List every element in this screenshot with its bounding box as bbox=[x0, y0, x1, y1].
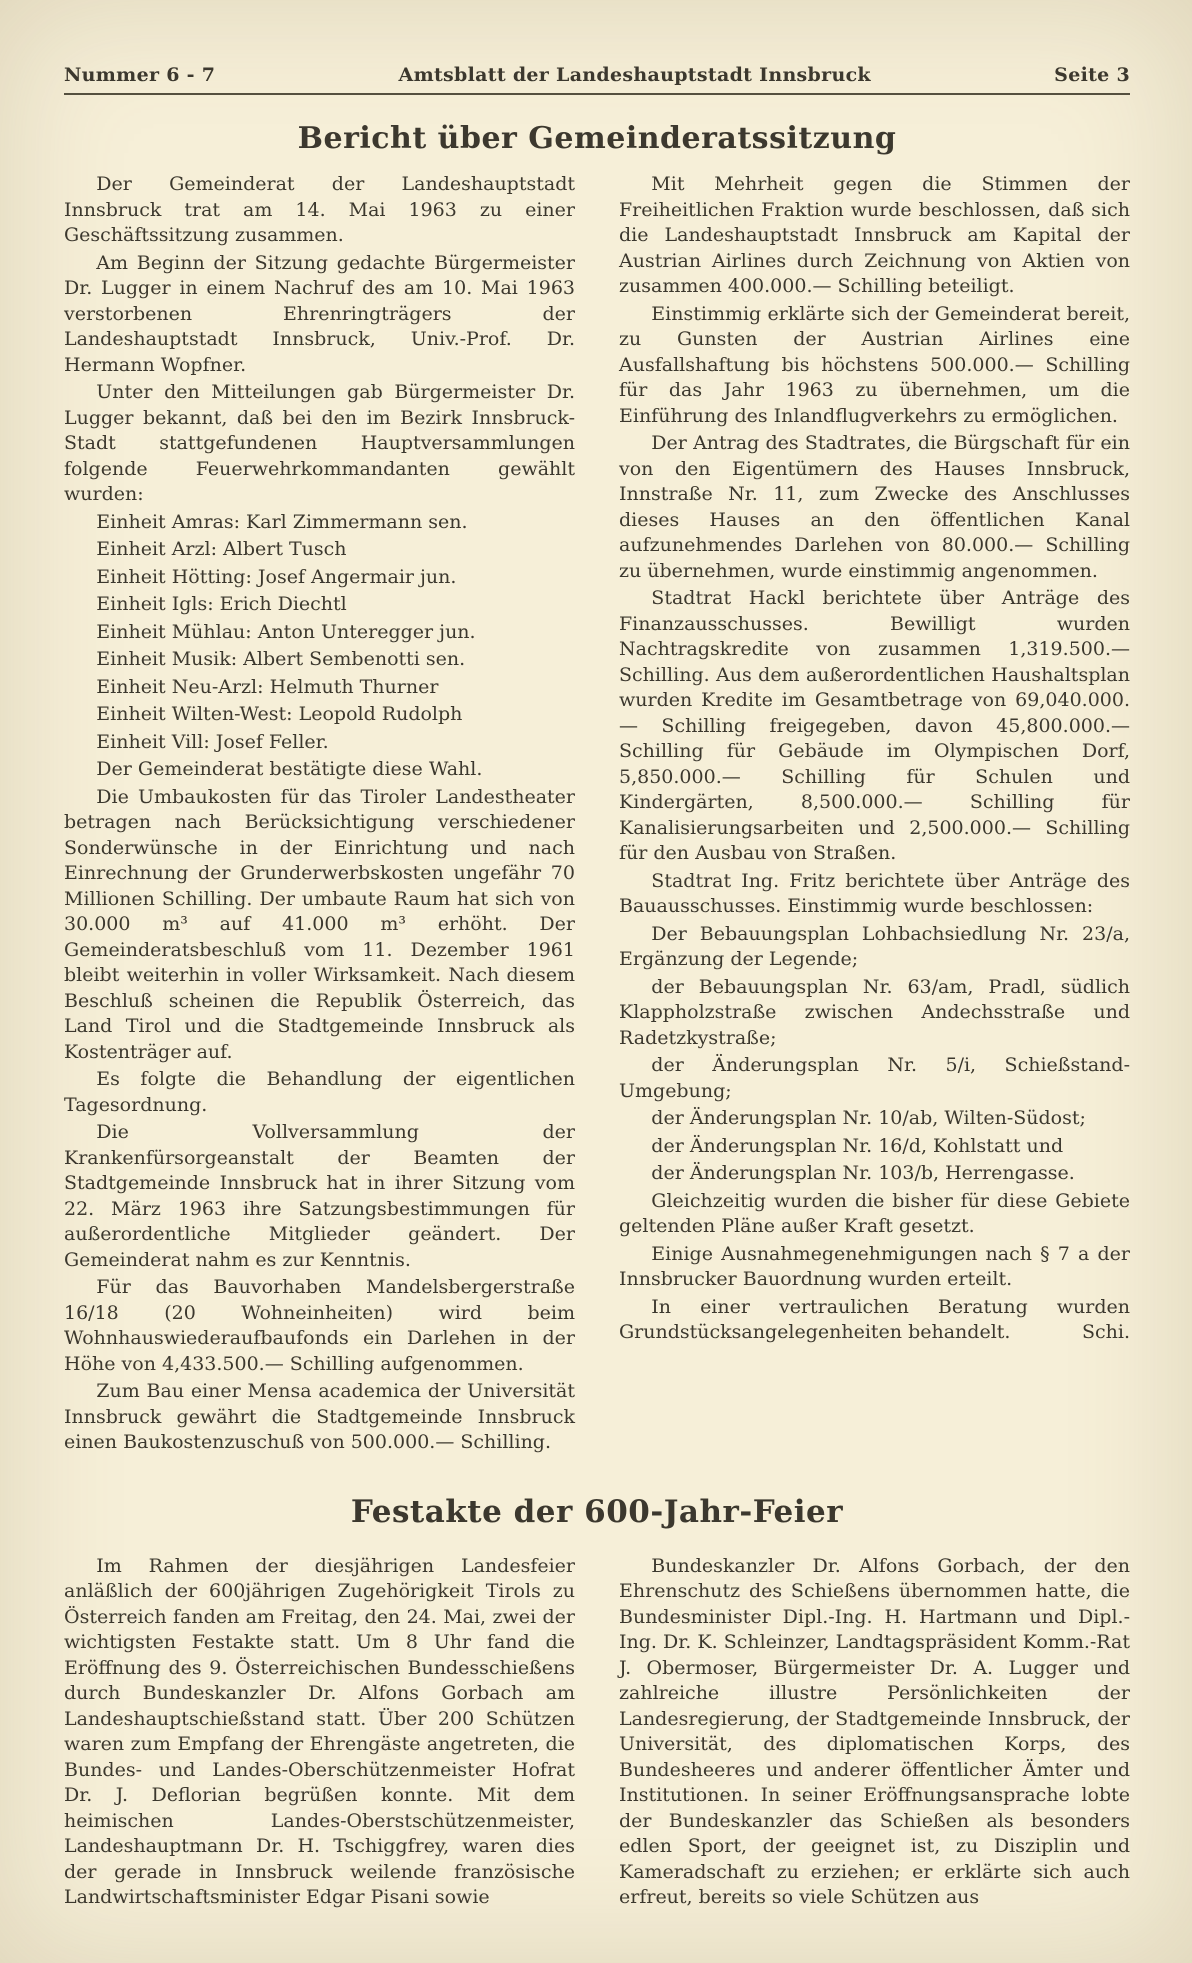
paragraph: Es folgte die Behandlung der eigentlichen Tagesordnung. bbox=[64, 1068, 575, 1116]
paragraph: Die Umbaukosten für das Tiroler Landestheater betragen nach Berücksichtigung verschiedener Sonderwünsche in der Einrichtung und nach Einrechnung der Grunderwerbskosten ungefähr 70 Millionen Schilling. Der umbaute Raum hat sich von 30.000 m³ auf 41.000 m³ erhöht. Der Gemeinderatsbeschluß vom 11. Dezember 1961 bleibt weiterhin in voller Wirksamkeit. Nach diesem Beschluß scheinen die Republik Österreich, das Land Tirol und die Stadtgemeinde Innsbruck als Kostenträger auf. bbox=[64, 785, 575, 1063]
paragraph: Einheit Neu-Arzl: Helmuth Thurner bbox=[96, 675, 439, 698]
paragraph: Stadtrat Ing. Fritz berichtete über Anträge des Bauausschusses. Einstimmig wurde beschlossen: bbox=[619, 869, 1130, 917]
paragraph: Einheit Musik: Albert Sembenotti sen. bbox=[96, 648, 466, 670]
council-report-right-column bbox=[619, 172, 1130, 1458]
paragraph: Der Bebauungsplan Lohbachsiedlung Nr. 23/a, Ergänzung der Legende; bbox=[619, 922, 1130, 970]
paragraph: Einheit Hötting: Josef Angermair jun. bbox=[96, 565, 457, 588]
paragraph: der Änderungsplan Nr. 16/d, Kohlstatt und bbox=[651, 1134, 1064, 1157]
council-report-body bbox=[64, 172, 1130, 1458]
paragraph: Einheit Igls: Erich Diechtl bbox=[96, 593, 347, 615]
festival-report-right-column bbox=[619, 1554, 1130, 1913]
paragraph: Gleichzeitig wurden die bisher für diese Gebiete geltenden Pläne außer Kraft gesetzt. bbox=[619, 1189, 1130, 1237]
paragraph: Zum Bau einer Mensa academica der Universität Innsbruck gewährt die Stadtgemeinde Innsbruck einen Baukostenzuschuß von 500.000.— Schilling. bbox=[64, 1380, 575, 1453]
closing-paragraph bbox=[619, 1295, 1130, 1346]
author-signature: Schi. bbox=[1081, 1321, 1130, 1343]
paragraph: Einheit Arzl: Albert Tusch bbox=[96, 538, 347, 560]
paragraph: Der Gemeinderat bestätigte diese Wahl. bbox=[96, 758, 483, 780]
festival-report-title: Festakte der 600-Jahr-Feier bbox=[350, 1493, 844, 1530]
paragraph: Der Antrag des Stadtrates, die Bürgschaft für ein von den Eigentümern des Hauses Innsbruck, Innstraße Nr. 11, zum Zwecke des Anschlusses dieses Hauses an den öffentlichen Kanal aufzunehmendes Darlehen von 80.000.— Schilling zu übernehmen, wurde einstimmig angenommen. bbox=[619, 432, 1130, 582]
paragraph: Bundeskanzler Dr. Alfons Gorbach, der den Ehrenschutz des Schießens übernommen hatte, die Bundesminister Dipl.-Ing. H. Hartmann und Dipl.-Ing. Dr. K. Schleinzer, Landtagspräsident Komm.-Rat J. Obermoser, Bürgermeister Dr. A. Lugger und zahlreiche illustre Persönlichkeiten der Landesregierung, der Stadtgemeinde Innsbruck, der Universität, des diplomatischen Korps, des Bundesheeres und anderer öffentlicher Ämter und Institutionen. In seiner Eröffnungsansprache lobte der Bundeskanzler das Schießen als besonders edlen Sport, der geeignet ist, zu Disziplin und Kameradschaft zu erziehen; er erklärte sich auch erfreut, bereits so viele Schützen aus bbox=[619, 1554, 1130, 1908]
festival-report-left-column bbox=[64, 1554, 575, 1913]
paragraph: Einige Ausnahmegenehmigungen nach § 7 a der Innsbrucker Bauordnung wurden erteilt. bbox=[619, 1242, 1130, 1290]
paragraph: Der Gemeinderat der Landeshauptstadt Innsbruck trat am 14. Mai 1963 zu einer Geschäftssitzung zusammen. bbox=[64, 173, 575, 246]
paragraph: Einheit Wilten-West: Leopold Rudolph bbox=[96, 703, 463, 725]
paragraph: Die Vollversammlung der Krankenfürsorgeanstalt der Beamten der Stadtgemeinde Innsbruck hat in ihrer Sitzung vom 22. März 1963 ihre Satzungsbestimmungen für außerordentliche Mitglieder geändert. Der Gemeinderat nahm es zur Kenntnis. bbox=[64, 1121, 575, 1271]
closing-text: In einer vertraulichen Beratung wurden Grundstücksangelegenheiten behandelt. bbox=[619, 1295, 1130, 1343]
council-report-left-column bbox=[64, 172, 575, 1458]
council-report-right-paragraphs bbox=[619, 172, 1130, 1293]
paragraph: Für das Bauvorhaben Mandelsbergerstraße 16/18 (20 Wohneinheiten) wird beim Wohnhauswiederaufbaufonds ein Darlehen in der Höhe von 4,433.500.— Schilling aufgenommen. bbox=[64, 1276, 575, 1375]
paragraph: Stadtrat Hackl berichtete über Anträge des Finanzausschusses. Bewilligt wurden Nachtragskredite von zusammen 1,319.500.— Schilling. Aus dem außerordentlichen Haushaltsplan wurden Kredite im Gesamtbetrage von 69,040.000.— Schilling freigegeben, davon 45,800.000.— Schilling für Gebäude im Olympischen Dorf, 5,850.000.— Schilling für Schulen und Kindergärten, 8,500.000.— Schilling für Kanalisierungsarbeiten und 2,500.000.— Schilling für den Ausbau von Straßen. bbox=[619, 587, 1130, 864]
issue-number: Nummer 6 - 7 bbox=[64, 64, 216, 86]
paragraph: der Änderungsplan Nr. 10/ab, Wilten-Südost; bbox=[651, 1107, 1086, 1129]
paragraph: Einheit Vill: Josef Feller. bbox=[96, 730, 329, 753]
paragraph: Einstimmig erklärte sich der Gemeinderat bereit, zu Gunsten der Austrian Airlines eine Ausfallshaftung bis höchstens 500.000.— Schilling für das Jahr 1963 zu übernehmen, um die Einführung des Inlandflugverkehrs zu ermöglichen. bbox=[619, 302, 1130, 427]
paragraph: Einheit Mühlau: Anton Unteregger jun. bbox=[96, 620, 476, 643]
page-header bbox=[64, 64, 1130, 86]
paragraph: Einheit Amras: Karl Zimmermann sen. bbox=[96, 510, 468, 533]
paragraph: der Änderungsplan Nr. 5/i, Schießstand-Umgebung; bbox=[619, 1054, 1130, 1102]
paragraph: Im Rahmen der diesjährigen Landesfeier anläßlich der 600jährigen Zugehörigkeit Tirols zu Österreich fanden am Freitag, den 24. Mai, zwei der wichtigsten Festakte statt. Um 8 Uhr fand die Eröffnung des 9. Österreichischen Bundesschießens durch Bundeskanzler Dr. Alfons Gorbach am Landeshauptschießstand statt. Über 200 Schützen waren zum Empfang der Ehrengäste angetreten, die Bundes- und Landes-Oberschützenmeister Hofrat Dr. J. Deflorian begrüßen konnte. Mit dem heimischen Landes-Oberstschützenmeister, Landeshauptmann Dr. H. Tschiggfrey, waren dies der gerade in Innsbruck weilende französische Landwirtschaftsminister Edgar Pisani sowie bbox=[64, 1554, 575, 1908]
paragraph: Unter den Mitteilungen gab Bürgermeister Dr. Lugger bekannt, daß bei den im Bezirk Innsbruck-Stadt stattgefundenen Hauptversammlungen folgende Feuerwehrkommandanten gewählt wurden: bbox=[64, 381, 575, 505]
paragraph: der Bebauungsplan Nr. 63/am, Pradl, südlich Klappholzstraße zwischen Andechsstraße und Radetzkystraße; bbox=[619, 975, 1130, 1049]
festival-report-body bbox=[64, 1554, 1130, 1913]
paragraph: Mit Mehrheit gegen die Stimmen der Freiheitlichen Fraktion wurde beschlossen, daß sich die Landeshauptstadt Innsbruck am Kapital der Austrian Airlines durch Zeichnung von Aktien von zusammen 400.000.— Schilling beteiligt. bbox=[619, 173, 1130, 297]
page-number: Seite 3 bbox=[1054, 64, 1130, 86]
council-report-title: Bericht über Gemeinderatssitzung bbox=[297, 121, 897, 156]
header-divider bbox=[64, 93, 1130, 95]
masthead-title: Amtsblatt der Landeshauptstadt Innsbruck bbox=[398, 64, 871, 86]
paragraph: der Änderungsplan Nr. 103/b, Herrengasse. bbox=[651, 1162, 1075, 1184]
paragraph: Am Beginn der Sitzung gedachte Bürgermeister Dr. Lugger in einem Nachruf des am 10. Mai 1963 verstorbenen Ehrenringträgers der Landeshauptstadt Innsbruck, Univ.-Prof. Dr. Hermann Wopfner. bbox=[64, 251, 575, 376]
